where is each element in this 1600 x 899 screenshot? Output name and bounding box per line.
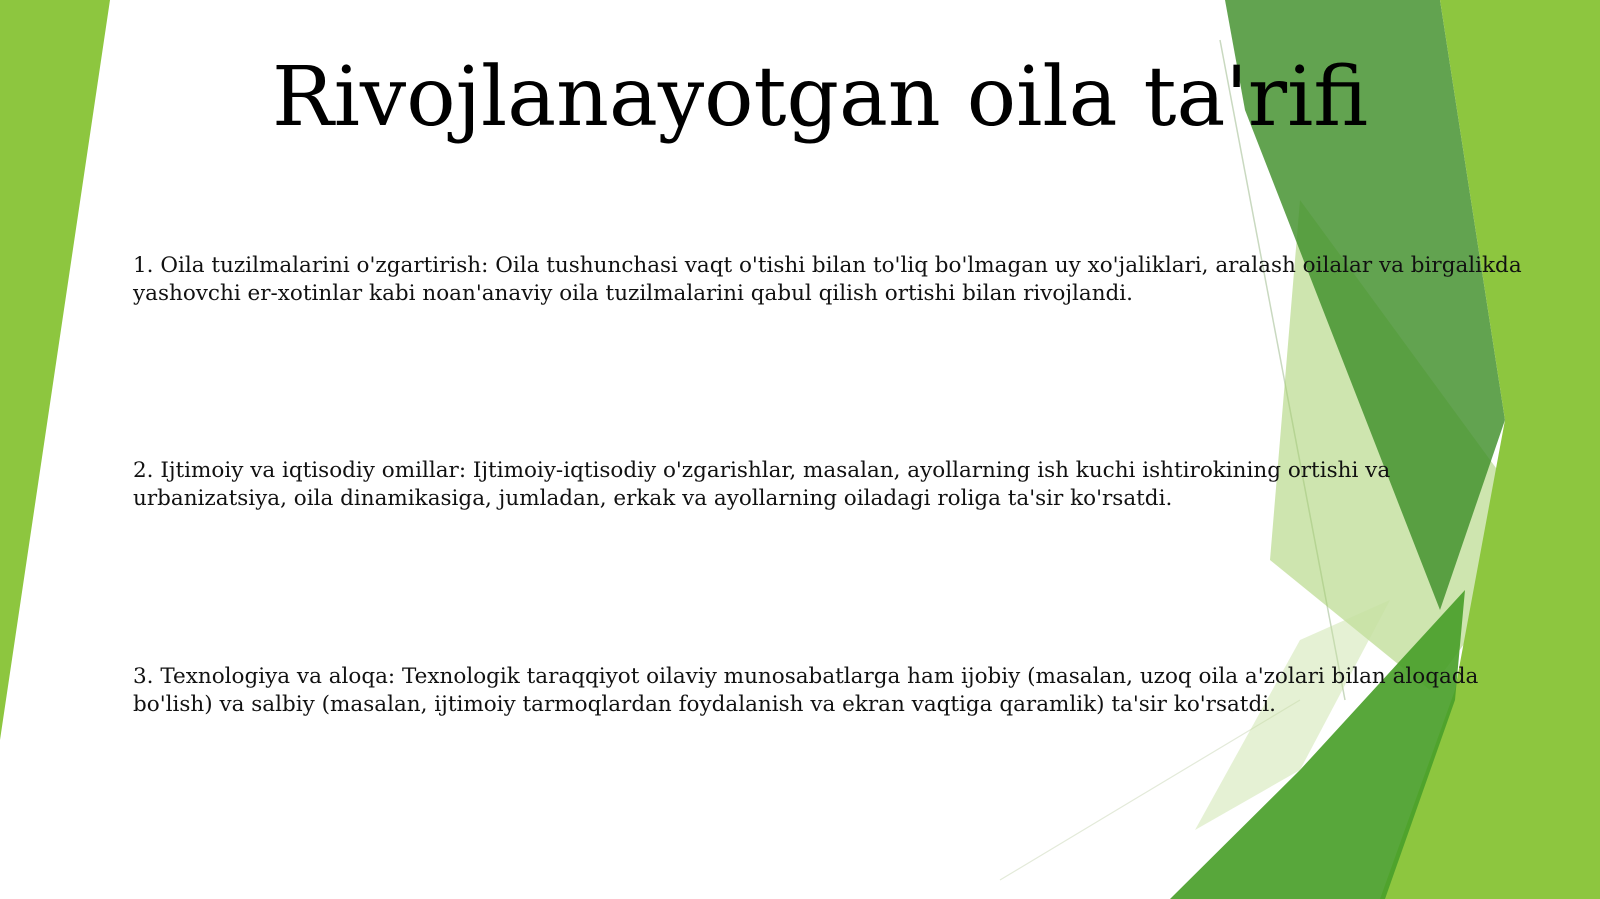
slide-title: Rivojlanayotgan oila ta'rifi — [271, 50, 1369, 145]
list-item: 2. Ijtimoiy va iqtisodiy omillar: Ijtimoiy-iqtisodiy o'zgarishlar, masalan, ayollarning ish kuchi ishtirokining ortishi va urbanizatsiya, oila dinamikasiga, jumladan, erkak va ayollarning oiladagi roliga ta'sir ko'rsatdi. — [133, 458, 1391, 511]
list-item: 3. Texnologiya va aloqa: Texnologik taraqqiyot oilaviy munosabatlarga ham ijobiy (masalan, uzoq oila a'zolari bilan aloqada bo'lish) va salbiy (masalan, ijtimoiy tarmoqlardan foydalanish va ekran vaqtiga qaramlik) ta'sir ko'rsatdi. — [133, 664, 1479, 717]
list-item: 1. Oila tuzilmalarini o'zgartirish: Oila tushunchasi vaqt o'tishi bilan to'liq bo'lmagan uy xo'jaliklari, aralash oilalar va birgalikda yashovchi er-xotinlar kabi noan'anaviy oila tuzilmalarini qabul qilish ortishi bilan rivojlandi. — [133, 253, 1522, 306]
left-green-band — [0, 0, 110, 740]
